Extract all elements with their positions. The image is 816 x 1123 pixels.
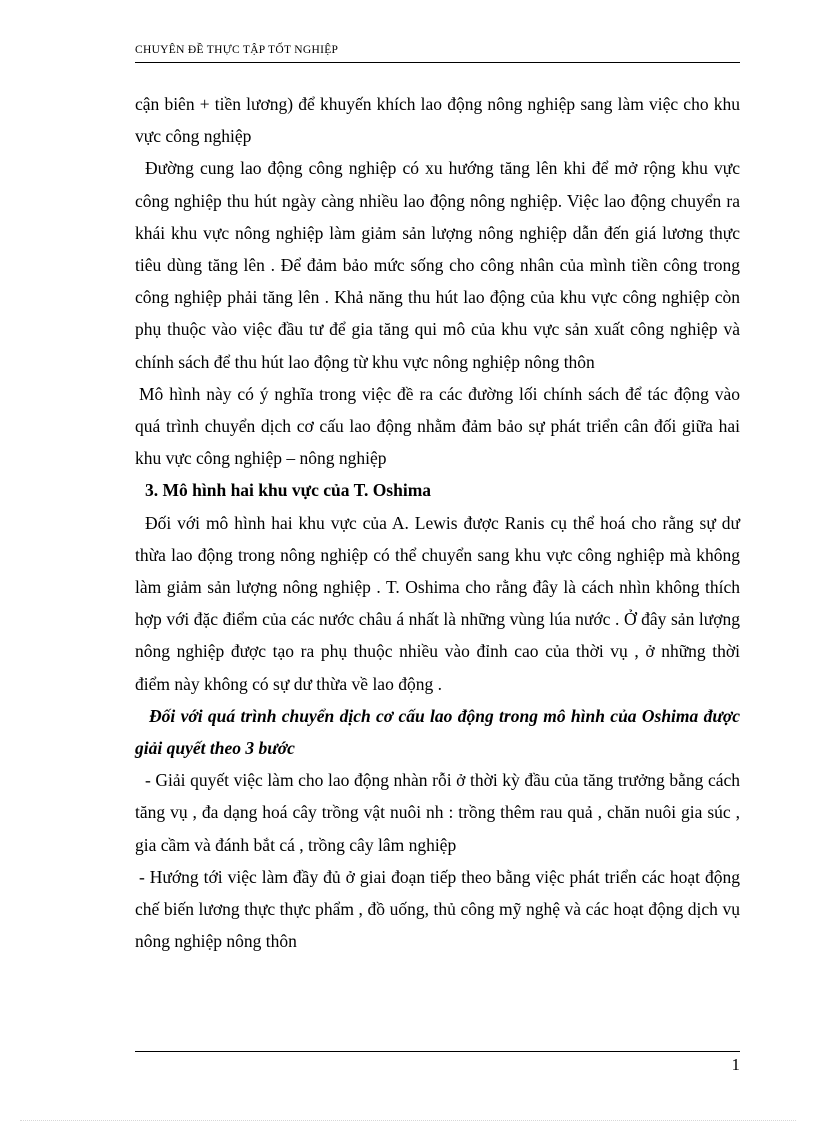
paragraph-step-one: - Giải quyết việc làm cho lao động nhàn rỗi ở thời kỳ đầu của tăng trưởng bằng cách tăng vụ , đa dạng hoá cây trồng vật nuôi nh : trồng thêm rau quả , chăn nuôi gia súc , gia cầm và đánh bắt cá , trồng cây lâm nghiệp: [135, 770, 740, 855]
paragraph-model-significance: Mô hình này có ý nghĩa trong việc đề ra các đường lối chính sách để tác động vào quá trình chuyển dịch cơ cấu lao động nhằm đảm bảo sự phát triển cân đối giữa hai khu vực công nghiệp – nông nghiệp: [135, 383, 740, 469]
page-header: CHUYÊN ĐỀ THỰC TẬP TỐT NGHIỆP: [135, 44, 339, 56]
section-heading-oshima: 3. Mô hình hai khu vực của T. Oshima: [145, 480, 432, 501]
page-body: [135, 88, 740, 957]
paragraph-oshima-critique: Đối với mô hình hai khu vực của A. Lewis được Ranis cụ thể hoá cho rằng sự dư thừa lao động trong nông nghiệp có thể chuyển sang khu vực công nghiệp mà không làm giảm sản lượng nông nghiệp . T. Oshima cho rằng đây là cách nhìn không thích hợp với đặc điểm của các nước châu á nhất là những vùng lúa nước . Ở đây sản lượng nông nghiệp được tạo ra phụ thuộc nhiều vào đỉnh cao của thời vụ , ở những thời điểm này không có sự dư thừa về lao động .: [135, 512, 740, 694]
paragraph-step-two: - Hướng tới việc làm đầy đủ ở giai đoạn tiếp theo bằng việc phát triển các hoạt động chế biến lương thực thực phẩm , đồ uống, thủ công mỹ nghệ và các hoạt động dịch vụ nông nghiệp nông thôn: [135, 866, 740, 952]
paragraph-labor-supply: Đường cung lao động công nghiệp có xu hướng tăng lên khi để mở rộng khu vực công nghiệp thu hút ngày càng nhiều lao động nông nghiệp. Việc lao động chuyển ra khái khu vực nông nghiệp làm giảm sản lượng nông nghiệp dẫn đến giá lương thực tiêu dùng tăng lên . Để đảm bảo mức sống cho công nhân của mình tiền công trong công nghiệp phải tăng lên . Khả năng thu hút lao động của khu vực công nghiệp còn phụ thuộc vào việc đầu tư để gia tăng qui mô của khu vực sản xuất công nghiệp và chính sách để thu hút lao động từ khu vực nông nghiệp nông thôn: [135, 158, 740, 372]
footer-divider: [135, 1051, 740, 1052]
header-divider: [135, 62, 740, 63]
paragraph-wage-incentive: cận biên + tiền lương) để khuyến khích lao động nông nghiệp sang làm việc cho khu vực công nghiệp: [135, 94, 740, 147]
emphasis-three-steps: Đối với quá trình chuyển dịch cơ cấu lao động trong mô hình của Oshima được giải quyết theo 3 bước: [135, 705, 740, 759]
page-number: 1: [731, 1055, 740, 1074]
page-edge-dotted-line: [20, 1120, 796, 1121]
